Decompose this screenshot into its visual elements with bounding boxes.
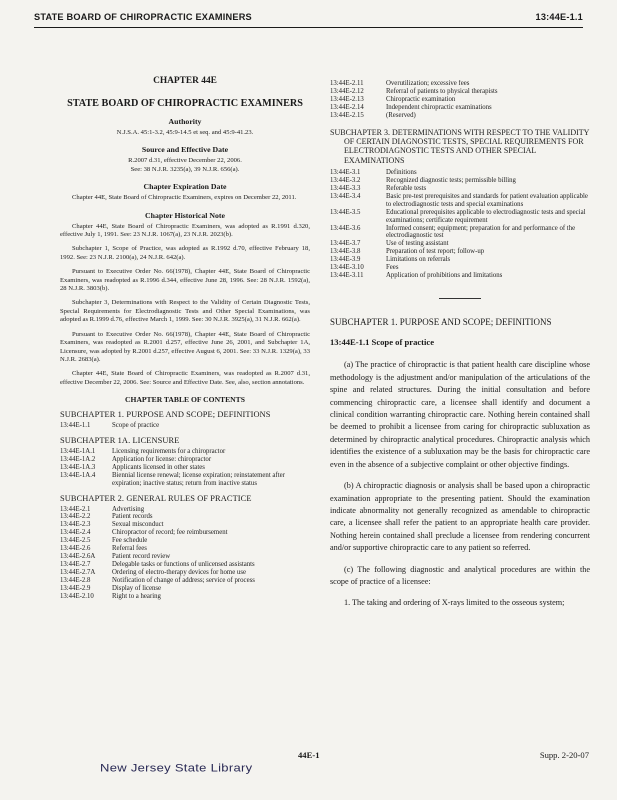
source-text-2: See: 38 N.J.R. 3235(a), 39 N.J.R. 656(a).	[130, 165, 240, 173]
toc-entry-number: 13:44E-2.2	[60, 513, 91, 521]
toc-entry[interactable]	[60, 585, 310, 593]
left-column	[60, 64, 310, 600]
toc-entry-number: 13:44E-2.4	[60, 529, 91, 537]
toc-entry-number: 13:44E-3.3	[330, 184, 361, 192]
toc-entry-number: 13:44E-3.9	[330, 256, 361, 264]
toc-subchapter-1-title: SUBCHAPTER 1. PURPOSE AND SCOPE; DEFINITIONS	[60, 410, 271, 420]
authority-block	[60, 117, 310, 137]
toc-entry[interactable]	[330, 185, 590, 193]
toc-entry-number: 13:44E-3.7	[330, 240, 361, 248]
toc-entry-title: Recognized diagnostic tests; permissible billing	[386, 177, 516, 185]
toc-entry-number: 13:44E-2.8	[60, 576, 91, 584]
toc-entry-title: Referral of patients to physical therapists	[386, 87, 498, 95]
body-paragraph: 1. The taking and ordering of X-rays limited to the osseous system;	[344, 598, 565, 608]
toc-subchapter-3-title: SUBCHAPTER 3. DETERMINATIONS WITH RESPECT TO THE VALIDITY OF CERTAIN DIAGNOSTIC TESTS, SPECIAL REQUIREMENTS FOR ELECTRODIAGNOSTIC TESTS AND OTHER SPECIAL EXAMINATIONS	[330, 127, 590, 165]
toc-entry-title: Chiropractor of record; fee reimbursement	[112, 529, 228, 537]
toc-entry-title: Licensing requirements for a chiropractor	[112, 448, 226, 456]
section-divider	[439, 298, 481, 299]
toc-heading: CHAPTER TABLE OF CONTENTS	[125, 395, 245, 405]
toc-entry-number: 13:44E-1A.1	[60, 448, 96, 456]
toc-entry-number: 13:44E-2.5	[60, 537, 91, 545]
toc-subchapter-3-list	[330, 169, 590, 280]
toc-subchapter-1a-title: SUBCHAPTER 1A. LICENSURE	[60, 436, 180, 446]
toc-entry[interactable]	[330, 225, 590, 241]
toc-entry-number: 13:44E-2.13	[330, 95, 364, 103]
toc-entry-number: 13:44E-3.4	[330, 192, 361, 200]
toc-entry[interactable]	[60, 561, 310, 569]
toc-entry-number: 13:44E-2.15	[330, 111, 364, 119]
toc-entry-title: Ordering of electro-therapy devices for home use	[112, 568, 246, 576]
toc-entry-number: 13:44E-1.1	[60, 422, 91, 430]
toc-entry-number: 13:44E-2.7A	[60, 568, 96, 576]
toc-entry[interactable]	[60, 569, 310, 577]
toc-entry-number: 13:44E-2.3	[60, 521, 91, 529]
history-para: Subchapter 3, Determinations with Respect to the Validity of Certain Diagnostic Tests, Special Requirements for Electrodiagnostic Tests and Other Special Examinations, was adopted as R.1999 d.76, effective March 1, 1999. See: 30 N.J.R. 3925(a), 31 N.J.R. 662(a).	[60, 299, 310, 324]
history-para: Pursuant to Executive Order No. 66(1978), Chapter 44E, State Board of Chiropractic Examiners, was readopted as R.2001 d.257, effective June 26, 2001, and Subchapter 1A, Licensure, was adopted by R.2001 d.257, effective August 6, 2001. See: 33 N.J.R. 1329(a), 33 N.J.R. 2683(a).	[60, 330, 310, 363]
toc-entry[interactable]	[60, 513, 310, 521]
toc-entry-title: Applicants licensed in other states	[112, 463, 205, 471]
toc-entry-number: 13:44E-1A.4	[60, 471, 96, 479]
library-stamp: New Jersey State Library	[100, 761, 253, 774]
section-heading: 13:44E-1.1 Scope of practice	[330, 337, 435, 348]
toc-entry-title: (Reserved)	[386, 111, 416, 119]
toc-entry[interactable]	[60, 448, 310, 456]
toc-entry-title: Fee schedule	[112, 537, 148, 545]
toc-entry-title: Definitions	[386, 169, 417, 177]
toc-subchapter-2-list	[60, 506, 310, 601]
toc-entry-title: Patient record review	[112, 553, 171, 560]
chapter-title: STATE BOARD OF CHIROPRACTIC EXAMINERS	[67, 98, 303, 109]
supplement-date: Supp. 2-20-07	[539, 750, 589, 760]
toc-entry-title: Fees	[386, 264, 399, 272]
right-column	[330, 80, 590, 619]
toc-entry[interactable]	[60, 464, 310, 472]
toc-entry[interactable]	[330, 256, 590, 264]
toc-entry-number: 13:44E-2.6	[60, 545, 91, 553]
running-header-title: STATE BOARD OF CHIROPRACTIC EXAMINERS	[34, 12, 252, 22]
toc-entry[interactable]	[60, 422, 310, 430]
toc-entry-number: 13:44E-3.8	[330, 248, 361, 256]
chapter-number: CHAPTER 44E	[153, 76, 217, 86]
toc-entry[interactable]	[330, 104, 590, 112]
toc-entry-title: Overutilization; excessive fees	[386, 80, 470, 87]
toc-entry[interactable]	[330, 177, 590, 185]
toc-entry-title: Application for license: chiropractor	[112, 455, 212, 463]
toc-entry-number: 13:44E-3.2	[330, 177, 361, 185]
toc-entry[interactable]	[60, 529, 310, 537]
toc-entry-number: 13:44E-1A.3	[60, 463, 96, 471]
toc-entry-number: 13:44E-3.5	[330, 208, 361, 216]
toc-entry-title: Sexual misconduct	[112, 521, 164, 529]
toc-entry-title: Informed consent; equipment; preparation for and performance of the electrodiagnostic test	[386, 224, 576, 240]
toc-entry[interactable]	[60, 577, 310, 585]
body-paragraph: (b) A chiropractic diagnosis or analysis shall be based upon a chiropractic examination appropriate to the presenting patient. Should the examination indicate abnormality not generally recognized as amendable to chiropractic care, a licensee shall refer the patient to an appropriate health care provider. Nothing herein contained shall preclude a licensee from rendering concurrent and/or supportive chiropractic care to any patient so referred.	[330, 481, 590, 553]
expiration-text: Chapter 44E, State Board of Chiropractic Examiners, expires on December 22, 2011.	[72, 194, 297, 202]
header-rule	[34, 27, 583, 28]
toc-entry[interactable]	[330, 96, 590, 104]
toc-entry[interactable]	[330, 169, 590, 177]
toc-entry-number: 13:44E-1A.2	[60, 455, 96, 463]
toc-entry-title: Notification of change of address; service of process	[112, 576, 255, 584]
toc-entry-title: Chiropractic examination	[386, 95, 456, 103]
toc-entry-number: 13:44E-2.14	[330, 103, 364, 111]
toc-entry-title: Limitations on referrals	[386, 256, 451, 264]
toc-entry-number: 13:44E-2.10	[60, 592, 94, 600]
toc-entry[interactable]	[330, 112, 590, 120]
toc-entry-number: 13:44E-3.10	[330, 264, 364, 272]
toc-entry-number: 13:44E-2.11	[330, 80, 364, 87]
expiration-heading: Chapter Expiration Date	[143, 182, 227, 192]
running-header-section: 13:44E-1.1	[535, 12, 583, 22]
toc-entry-title: Biennial license renewal; license expiration; reinstatement after expiration; inactive status; return from inactive status	[112, 471, 285, 487]
toc-entry[interactable]	[330, 240, 590, 248]
toc-entry-title: Display of license	[112, 584, 162, 592]
source-heading: Source and Effective Date	[141, 145, 229, 155]
body-subchapter-title: SUBCHAPTER 1. PURPOSE AND SCOPE; DEFINITIONS	[330, 316, 552, 327]
toc-entry-title: Use of testing assistant	[386, 240, 449, 248]
toc-entry[interactable]	[60, 545, 310, 553]
history-para: Pursuant to Executive Order No. 66(1978), Chapter 44E, State Board of Chiropractic Examiners, was readopted as R.1996 d.344, effective June 28, 1996. See: 28 N.J.R. 1592(a), 28 N.J.R. 3803(b).	[60, 268, 310, 293]
toc-entry-title: Basic pre-test prerequisites and standards for patient evaluation applicable to electrodiagnostic tests and special examinations	[386, 192, 588, 208]
toc-entry[interactable]	[60, 472, 310, 488]
toc-subchapter-2-title: SUBCHAPTER 2. GENERAL RULES OF PRACTICE	[60, 493, 252, 503]
body-paragraph: (c) The following diagnostic and analytical procedures are within the scope of practice of a licensee:	[330, 564, 590, 586]
toc-entry-number: 13:44E-3.11	[330, 271, 364, 279]
history-para: Subchapter 1, Scope of Practice, was adopted as R.1992 d.70, effective February 18, 1992. See: 23 N.J.R. 2100(a), 24 N.J.R. 642(a).	[60, 245, 310, 261]
toc-entry[interactable]	[60, 553, 310, 561]
toc-entry-title: Referral fees	[112, 545, 147, 553]
running-header	[34, 12, 583, 22]
history-heading: Chapter Historical Note	[145, 210, 225, 220]
page-number: 44E-1	[298, 750, 320, 760]
toc-entry[interactable]	[60, 456, 310, 464]
toc-subchapter-2-continued-list	[330, 80, 590, 120]
toc-entry[interactable]	[330, 193, 590, 209]
toc-entry-title: Patient records	[112, 513, 153, 521]
toc-entry[interactable]	[330, 248, 590, 256]
source-text-1: R.2007 d.31, effective December 22, 2006.	[128, 157, 242, 165]
toc-subchapter-1-list	[60, 422, 310, 430]
toc-entry-title: Referable tests	[386, 184, 427, 192]
body-paragraph: (a) The practice of chiropractic is that patient health care discipline whose methodology is the adjustment and/or manipulation of the articulations of the spine and related structures. During the initial consultation and before commencing chiropractic care, a licensee shall identify and document a clinical condition warranting chiropractic care. Nothing herein contained shall be deemed to prohibit a licensee from caring for chiropractic subluxation as determined by chiropractic analytical procedures. Chiropractic analysis which identifies the existence of a subluxation may be the basis for chiropractic care even in the absence of a subjective complaint or other objective findings.	[330, 360, 590, 469]
toc-entry-number: 13:44E-3.6	[330, 224, 361, 232]
toc-entry-title: Scope of practice	[112, 422, 160, 430]
toc-entry[interactable]	[330, 88, 590, 96]
toc-entry[interactable]	[60, 537, 310, 545]
toc-entry-number: 13:44E-2.1	[60, 505, 91, 513]
toc-entry[interactable]	[60, 593, 310, 601]
toc-entry-title: Right to a hearing	[112, 592, 161, 600]
toc-entry-title: Educational prerequisites applicable to electrodiagnostic tests and special examinations; certificate requirement	[386, 208, 586, 224]
toc-entry-number: 13:44E-3.1	[330, 169, 361, 177]
toc-entry[interactable]	[330, 80, 590, 88]
toc-entry-number: 13:44E-2.7	[60, 560, 91, 568]
toc-entry-number: 13:44E-2.6A	[60, 553, 96, 560]
authority-heading: Authority	[168, 117, 202, 126]
toc-entry-title: Advertising	[112, 505, 145, 513]
toc-entry[interactable]	[330, 264, 590, 272]
toc-entry-title: Application of prohibitions and limitations	[386, 271, 503, 279]
toc-entry-title: Independent chiropractic examinations	[386, 103, 492, 111]
toc-entry[interactable]	[330, 209, 590, 225]
history-para: Chapter 44E, State Board of Chiropractic Examiners, was readopted as R.2007 d.31, effective December 22, 2006. See: Source and Effective Date. See, also, section annotations.	[60, 370, 310, 386]
history-para: Chapter 44E, State Board of Chiropractic Examiners, was adopted as R.1991 d.320, effective July 1, 1991. See: 23 N.J.R. 1067(a), 23 N.J.R. 2023(b).	[60, 222, 310, 239]
toc-entry-title: Preparation of test report; follow-up	[386, 248, 485, 256]
toc-entry-number: 13:44E-2.9	[60, 584, 91, 592]
toc-entry-number: 13:44E-2.12	[330, 87, 364, 95]
toc-entry[interactable]	[60, 521, 310, 529]
authority-text: N.J.S.A. 45:1-3.2, 45:9-14.5 et seq. and 45:9-41.23.	[116, 129, 254, 136]
toc-entry[interactable]	[60, 506, 310, 514]
toc-entry-title: Delegable tasks or functions of unlicensed assistants	[112, 560, 255, 568]
expiration-block	[60, 182, 310, 202]
toc-entry[interactable]	[330, 272, 590, 280]
source-block	[60, 145, 310, 174]
history-block	[60, 211, 310, 388]
toc-subchapter-1a-list	[60, 448, 310, 488]
